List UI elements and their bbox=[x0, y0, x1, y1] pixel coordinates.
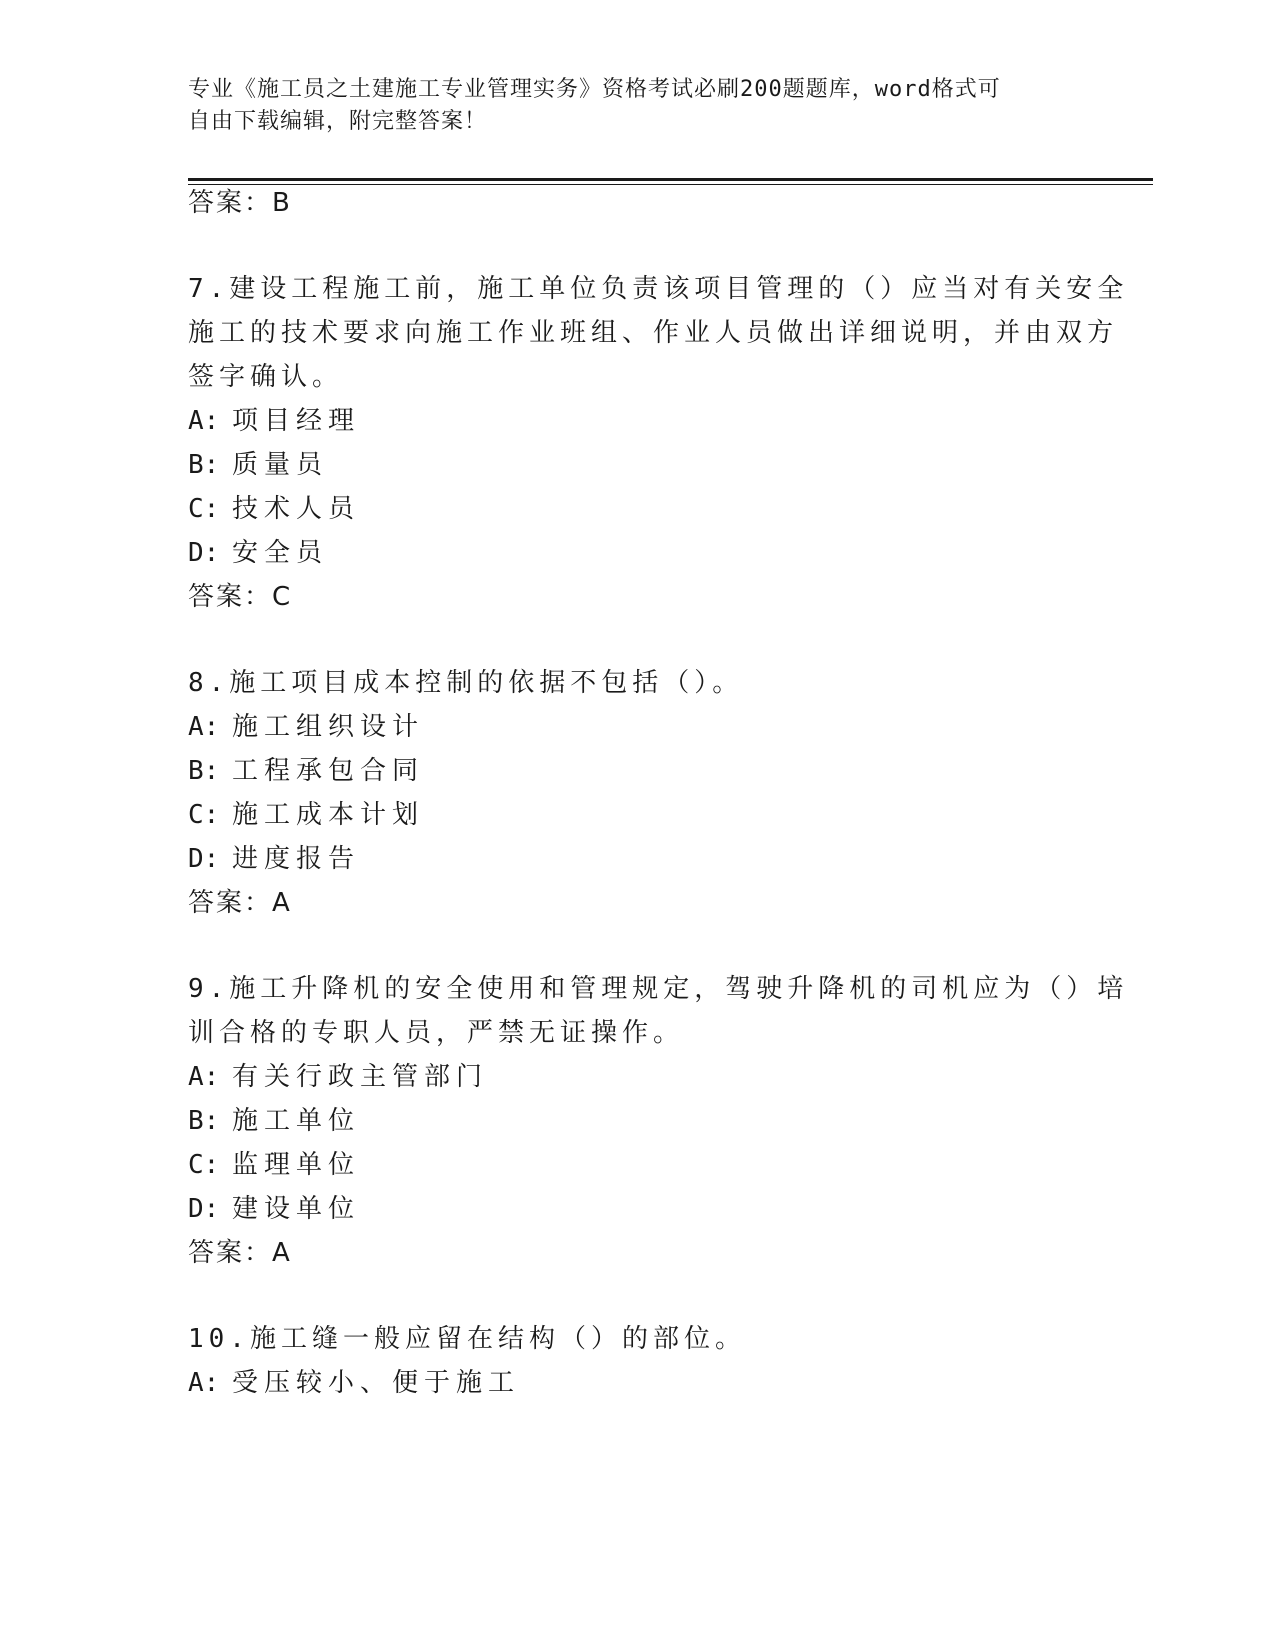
question-8-option-d bbox=[188, 842, 360, 876]
header-divider-thick bbox=[188, 178, 1153, 181]
option-text: 安全员 bbox=[232, 538, 329, 568]
option-text: 监理单位 bbox=[232, 1150, 361, 1180]
option-label: C: bbox=[188, 800, 220, 830]
question-7-option-b bbox=[188, 448, 328, 482]
option-label: B: bbox=[188, 450, 220, 480]
option-text: 项目经理 bbox=[232, 406, 361, 436]
option-text: 进度报告 bbox=[232, 844, 361, 874]
header-line-2: 自由下载编辑，附完整答案！ bbox=[188, 109, 488, 134]
question-7-line-1: 7.建设工程施工前，施工单位负责该项目管理的（）应当对有关安全 bbox=[188, 274, 1129, 304]
question-8-option-c bbox=[188, 798, 424, 832]
option-label: D: bbox=[188, 538, 220, 568]
option-text: 质量员 bbox=[232, 450, 329, 480]
question-7-answer: 答案：C bbox=[188, 582, 293, 612]
question-9-option-d bbox=[188, 1192, 360, 1226]
question-9-option-b bbox=[188, 1104, 360, 1138]
option-label: C: bbox=[188, 1150, 220, 1180]
option-label: D: bbox=[188, 1194, 220, 1224]
question-7-option-c bbox=[188, 492, 360, 526]
option-label: B: bbox=[188, 756, 220, 786]
question-10-option-a bbox=[188, 1366, 520, 1400]
question-10-line-1: 10.施工缝一般应留在结构（）的部位。 bbox=[188, 1324, 746, 1354]
option-label: A: bbox=[188, 712, 220, 742]
previous-answer: 答案：B bbox=[188, 188, 292, 218]
question-7-option-a bbox=[188, 404, 360, 438]
option-text: 受压较小、便于施工 bbox=[232, 1368, 521, 1398]
option-text: 技术人员 bbox=[232, 494, 361, 524]
question-7-line-2: 施工的技术要求向施工作业班组、作业人员做出详细说明，并由双方 bbox=[188, 318, 1119, 348]
option-text: 工程承包合同 bbox=[232, 756, 425, 786]
option-label: C: bbox=[188, 494, 220, 524]
document-header bbox=[188, 74, 1068, 138]
option-label: A: bbox=[188, 1062, 220, 1092]
option-text: 施工单位 bbox=[232, 1106, 361, 1136]
question-8-option-b bbox=[188, 754, 424, 788]
option-text: 施工成本计划 bbox=[232, 800, 425, 830]
question-9-answer: 答案：A bbox=[188, 1238, 292, 1268]
question-8-answer: 答案：A bbox=[188, 888, 292, 918]
question-9-option-c bbox=[188, 1148, 360, 1182]
header-line-1: 专业《施工员之土建施工专业管理实务》资格考试必刷200题题库，word格式可 bbox=[188, 77, 1001, 102]
option-text: 施工组织设计 bbox=[232, 712, 425, 742]
question-9-option-a bbox=[188, 1060, 488, 1094]
question-7-option-d bbox=[188, 536, 328, 570]
question-9-line-2: 训合格的专职人员，严禁无证操作。 bbox=[188, 1018, 685, 1048]
option-text: 建设单位 bbox=[232, 1194, 361, 1224]
question-9-line-1: 9.施工升降机的安全使用和管理规定，驾驶升降机的司机应为（）培 bbox=[188, 974, 1129, 1004]
option-label: D: bbox=[188, 844, 220, 874]
option-label: A: bbox=[188, 406, 220, 436]
question-8-line-1: 8.施工项目成本控制的依据不包括（）。 bbox=[188, 668, 744, 698]
question-7-line-3: 签字确认。 bbox=[188, 362, 344, 392]
header-divider-thin bbox=[188, 184, 1153, 185]
option-text: 有关行政主管部门 bbox=[232, 1062, 489, 1092]
option-label: A: bbox=[188, 1368, 220, 1398]
question-8-option-a bbox=[188, 710, 424, 744]
option-label: B: bbox=[188, 1106, 220, 1136]
